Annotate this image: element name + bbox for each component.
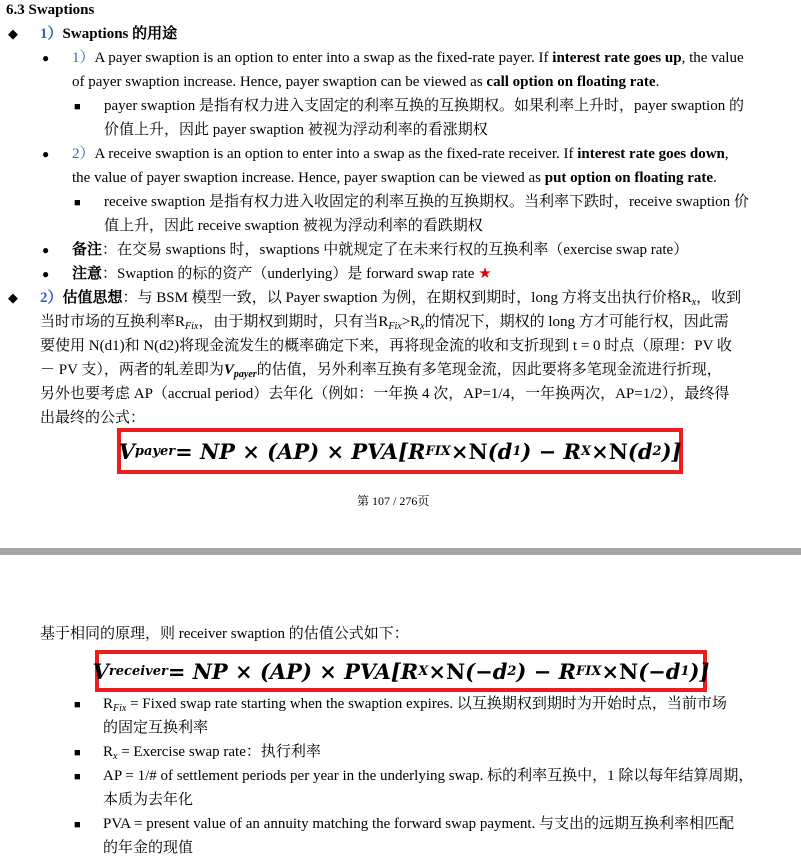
dot-bullet-icon: ●: [42, 267, 50, 281]
valuation-idea-line5: 另外也要考虑 AP（accrual period）去年化（例如：一年换 4 次，AP=1/4，一年换两次，AP=1/2），最终得: [40, 386, 730, 402]
star-icon: ★: [478, 266, 492, 282]
def-r-fix-cont: 的固定互换利率: [103, 720, 209, 736]
receive-swaption-cn: receive swaption 是指有权力进入收固定的利率互换的互换期权。当利率下跌时，receive swaption 价: [104, 194, 749, 210]
diamond-bullet-icon: ◆: [8, 290, 18, 305]
def-r-fix: $R_{Fix}$ = Fixed swap rate starting when the swaption expires. 以互换期权到期时为开始时点，当前市场: [103, 696, 727, 714]
receiver-swaption-formula: V receiver = NP × (AP) × PVA[R X × N (−d 2 ) − R FIX × N (−d 1 )]: [95, 650, 707, 692]
square-bullet-icon: ■: [74, 699, 81, 711]
payer-swaption-definition: 1）A payer swaption is an option to enter into a swap as the fixed-rate payer. If interest rate goes up, the value: [72, 50, 744, 66]
page-separator: [0, 548, 801, 555]
receive-swaption-definition: 2）A receive swaption is an option to enter into a swap as the fixed-rate receiver. If interest rate goes down,: [72, 146, 729, 162]
def-ap-cont: 本质为去年化: [103, 792, 194, 808]
valuation-idea-line3: 要使用 N(d1)和 N(d2)将现金流发生的概率确定下来，再将现金流的收和支折现到 t = 0 时点（原理：PV 收: [40, 338, 732, 354]
square-bullet-icon: ■: [74, 101, 81, 113]
payer-swaption-definition-cont: of payer swaption increase. Hence, payer swaption can be viewed as call option on floating rate.: [72, 74, 660, 90]
dot-bullet-icon: ●: [42, 51, 50, 65]
payer-swaption-cn: payer swaption 是指有权力进入支固定的利率互换的互换期权。如果利率上升时，payer swaption 的: [104, 98, 744, 114]
def-ap: AP = 1/# of settlement periods per year in the underlying swap. 标的利率互换中，1 除以每年结算周期，: [103, 768, 754, 784]
receiver-intro: 基于相同的原理，则 receiver swaption 的估值公式如下：: [40, 626, 409, 642]
square-bullet-icon: ■: [74, 819, 81, 831]
section-title: 6.3 Swaptions: [6, 2, 95, 18]
def-r-x: $R_x$ = Exercise swap rate：执行利率: [103, 744, 321, 762]
page-108: [0, 555, 801, 863]
square-bullet-icon: ■: [74, 771, 81, 783]
diamond-bullet-icon: ◆: [8, 26, 18, 41]
valuation-idea-line2: 当时市场的互换利率$R_{Fix}$，由于期权到期时，只有当$R_{Fix}>R_x$的情况下，期权的 long 方才可能行权，因此需: [40, 314, 729, 332]
page-footer: 第 107 / 276页: [357, 494, 430, 508]
def-pva-cont: 的年金的现值: [103, 840, 194, 856]
receive-swaption-definition-cont: the value of payer swaption increase. Hence, payer swaption can be viewed as put option on floating rate.: [72, 170, 717, 186]
note-attention: 注意：Swaption 的标的资产（underlying）是 forward swap rate ★: [72, 266, 492, 282]
payer-swaption-formula: V payer = NP × (AP) × PVA[R FIX × N (d 1 ) − R X × N (d 2 )]: [117, 428, 683, 474]
square-bullet-icon: ■: [74, 197, 81, 209]
dot-bullet-icon: ●: [42, 147, 50, 161]
note-remark: 备注：在交易 swaptions 时，swaptions 中就规定了在未来行权的互换利率（exercise swap rate）: [72, 242, 689, 258]
square-bullet-icon: ■: [74, 747, 81, 759]
payer-swaption-cn-cont: 价值上升，因此 payer swaption 被视为浮动利率的看涨期权: [104, 122, 488, 138]
heading-uses: 1）Swaptions 的用途: [40, 26, 178, 42]
dot-bullet-icon: ●: [42, 243, 50, 257]
valuation-idea-line6: 出最终的公式：: [40, 410, 146, 426]
valuation-idea-line4: － PV 支），两者的轧差即为$V_{payer}$的估值，另外利率互换有多笔现金流，因此要将多笔现金流进行折现，: [40, 362, 722, 380]
receive-swaption-cn-cont: 值上升，因此 receive swaption 被视为浮动利率的看跌期权: [104, 218, 483, 234]
def-pva: PVA = present value of an annuity matching the forward swap payment. 与支出的远期互换利率相匹配: [103, 816, 734, 832]
valuation-idea-line1: 2）估值思想：与 BSM 模型一致，以 Payer swaption 为例，在期权到期时，long 方将支出执行价格$R_x$，收到: [40, 290, 742, 308]
